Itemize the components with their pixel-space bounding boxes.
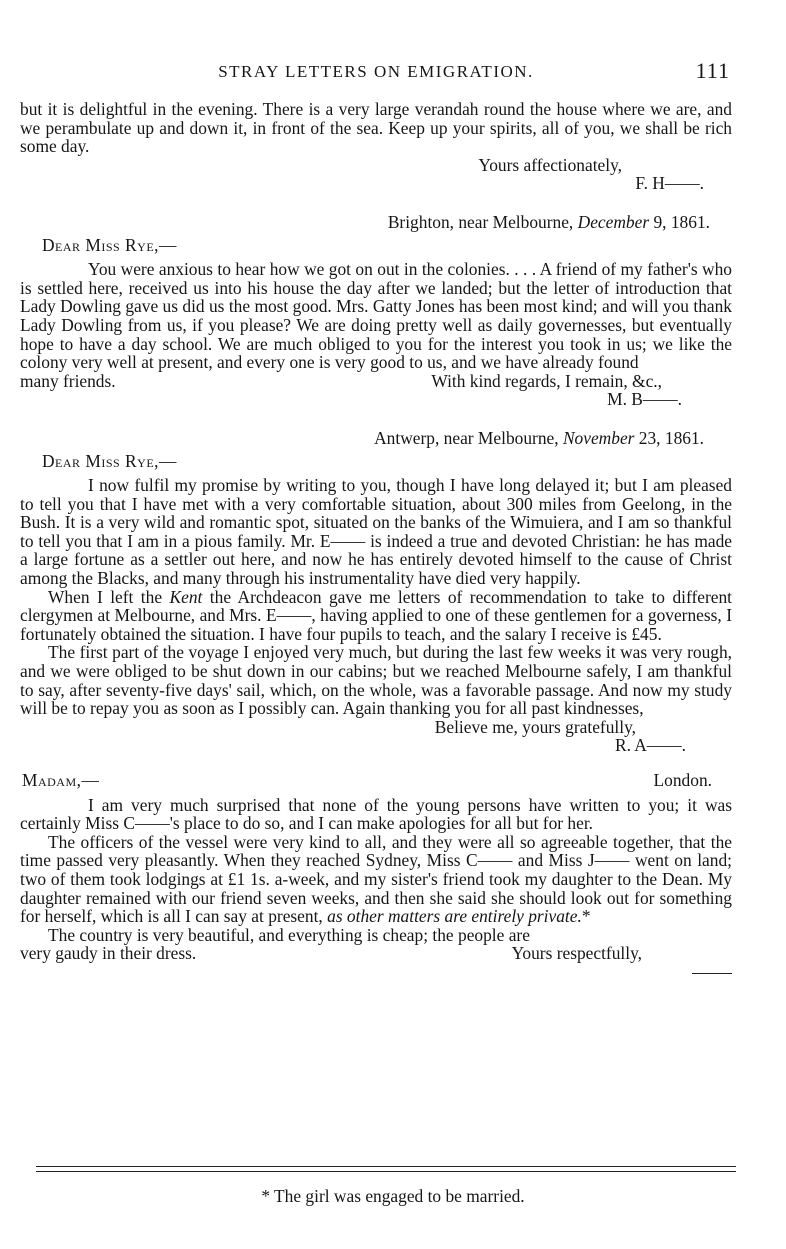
letter-fh (20, 100, 732, 193)
letter-mb-dateline (20, 213, 732, 232)
letter-london-closing: Yours respectfully, (511, 943, 642, 964)
letter-london-para-1: I am very much surprised that none of the young persons have written to you; it was certainly Miss C——'s place to do so, and I can make apologies for all but for her. (20, 794, 732, 834)
letter-ra-para-2 (20, 588, 732, 644)
footnote-mark: * (581, 906, 591, 927)
letter-ra-signature: R. A——. (614, 735, 686, 756)
letter-london-para-2 (20, 833, 732, 926)
letter-ra-para-1: I now fulfil my promise by writing to you, though I have long delayed it; but I am pleased to tell you that I have met with a very comfortable situation, about 300 miles from Geelong, in the Bush. It is a very wild and romantic spot, situated on the banks of the Wimuiera, and I am so thankful to tell you that I am in a pious family. Mr. E—— is indeed a true and devoted Christian: he has made a large fortune as a settler out here, and now he has entirely devoted himself to the cause of Christ among the Blacks, and many through his instrumentality have died very happily. (20, 475, 732, 589)
letter-ra-place: Antwerp, near Melbourne, (374, 427, 559, 448)
letter-fh-closing: Yours affectionately, (478, 154, 622, 175)
letter-mb-month: December (577, 211, 650, 232)
letter-mb-body: You were anxious to hear how we got on out in the colonies. . . . A friend of my father's who is settled here, received us into his house the day after we landed; but the letter of introduction that Lady Dowling gave us did us the most good. Mrs. Gatty Jones has been most kind; and will you thank Lady Dowling from us, if you please? We are doing pretty well as daily governesses, but eventually hope to have a day school. We are much obliged to you for the interest you took in us; we like the colony very well at present, and every one is very good to us, and we have already found (20, 259, 732, 373)
letter-london-para-2-italic: as other matters are entirely private. (327, 906, 582, 927)
signature-blank-line (692, 973, 732, 974)
letter-ra-para-2-rest: the Archdeacon gave me letters of recommendation to take to different clergymen at Melbourne, and Mrs. E——, having applied to one of these gentlemen for a governess, I fortunately obtained the situation. I have four pupils to teach, and the salary I receive is £45. (20, 586, 732, 644)
letter-mb-closing: With kind regards, I remain, &c., (431, 370, 662, 391)
letter-london-last-line-left: very gaudy in their dress. (20, 943, 197, 964)
letter-london-salutation: Madam,— (22, 770, 100, 790)
letter-mb-last-line-left: many friends. (20, 370, 116, 391)
letter-london-last-line (20, 944, 732, 963)
letter-london-para-2-text: The officers of the vessel were very kind to all, and they were all so agreeable together, that the time passed very pleasantly. When they reached Sydney, Miss C—— and Miss J—— went on land; two of them took lodgings at £1 1s. a-week, and my sister's friend took my daughter to the Dean. My daughter remained with our friend seven weeks, and then she said she should look out for something for herself, which is all I can say at present, (20, 831, 732, 927)
letter-london-para-3: The country is very beautiful, and everything is cheap; the people are (48, 924, 530, 945)
letter-ra-month: November (562, 427, 635, 448)
footnote: * The girl was engaged to be married. (261, 1186, 525, 1206)
letter-mb-salutation: Dear Miss Rye,— (42, 234, 177, 255)
letter-ra-salutation: Dear Miss Rye,— (42, 450, 177, 471)
letter-mb-last-line (20, 372, 732, 391)
letter-london (20, 771, 732, 982)
letter-fh-signature: F. H——. (635, 173, 704, 194)
letter-mb-signature: M. B——. (607, 389, 682, 410)
letter-mb-place: Brighton, near Melbourne, (387, 211, 574, 232)
letter-london-heading (20, 771, 732, 790)
letter-london-signature (20, 963, 732, 982)
letter-ra-dateline (20, 429, 732, 448)
running-header (20, 58, 732, 86)
letter-ra-para-2-start: When I left the (48, 586, 170, 607)
letter-mb (20, 213, 732, 409)
footnote-rule-top (36, 1166, 736, 1167)
page-number: 111 (695, 58, 730, 83)
letter-london-place: London. (653, 770, 712, 790)
letter-ra-ship-name: Kent (169, 586, 203, 607)
letter-fh-body: but it is delightful in the evening. There is a very large verandah round the house where we are, and we perambulate up and down it, in front of the sea. Keep up your spirits, all of you, we shall be rich some day. (20, 99, 732, 157)
letter-ra (20, 429, 732, 755)
footnote-rule-bottom (36, 1171, 736, 1172)
running-title: STRAY LETTERS ON EMIGRATION. (218, 62, 534, 81)
letter-mb-day-year: 9, 1861. (649, 211, 710, 232)
letter-ra-closing: Believe me, yours gratefully, (434, 716, 636, 737)
letter-ra-para-3: The first part of the voyage I enjoyed very much, but during the last few weeks it was very rough, and we were obliged to be shut down in our cabins; but we reached Melbourne safely, I am thankful to say, after seventy-five days' sail, which, on the whole, was a favorable passage. And now my study will be to repay you as soon as I possibly can. Again thanking you for all past kindnesses, (20, 642, 732, 719)
page-body (20, 100, 732, 982)
letter-ra-day-year: 23, 1861. (634, 427, 704, 448)
